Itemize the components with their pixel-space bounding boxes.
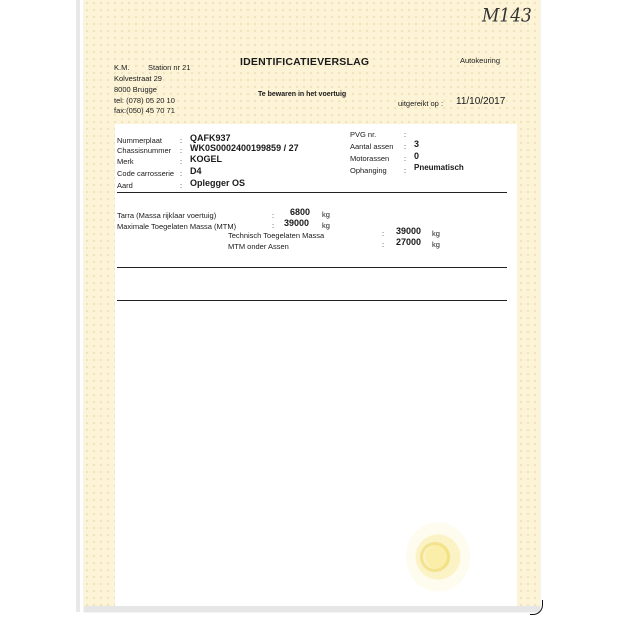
chassis-label: Chassisnummer [117, 146, 172, 155]
mtm-label: Maximale Toegelaten Massa (MTM) [117, 222, 237, 231]
page-curl-mark [530, 600, 543, 615]
mtm-unit: kg [322, 221, 330, 230]
colon: : [180, 157, 183, 166]
colon: : [382, 229, 385, 238]
plate-value: QAFK937 [190, 133, 231, 143]
suspension-label: Ophanging [350, 166, 387, 175]
colon: : [404, 142, 407, 151]
phone-number: tel: (078) 05 20 10 [114, 96, 175, 105]
technical-mass-label: Technisch Toegelaten Massa [228, 231, 325, 240]
colon: : [180, 146, 183, 155]
axles-value: 3 [414, 139, 420, 149]
separator-line [117, 192, 507, 193]
tare-value: 6800 [290, 207, 311, 217]
page-bottom-edge [84, 606, 540, 612]
type-value: Oplegger OS [190, 178, 246, 188]
axle-mass-label: MTM onder Assen [228, 242, 289, 251]
type-label: Aard [117, 181, 133, 190]
motor-axles-label: Motorassen [350, 154, 390, 163]
colon: : [404, 130, 407, 139]
separator-line [117, 300, 507, 301]
axle-mass-value: 27000 [396, 237, 422, 247]
make-value: KOGEL [190, 154, 223, 164]
mtm-value: 39000 [284, 218, 310, 228]
body-code-value: D4 [190, 166, 202, 176]
issued-date: 11/10/2017 [456, 96, 506, 107]
colon: : [404, 166, 407, 175]
chassis-value: WK0S0002400199859 / 27 [190, 143, 299, 153]
suspension-value: Pneumatisch [414, 163, 464, 172]
colon: : [272, 211, 275, 220]
document-title: IDENTIFICATIEVERSLAG [240, 56, 370, 68]
watermark-seal-ring [420, 542, 450, 572]
document-subtitle: Te bewaren in het voertuig [258, 91, 347, 98]
colon: : [180, 181, 183, 190]
motor-axles-value: 0 [414, 151, 420, 161]
colon: : [272, 221, 275, 230]
address-line-1: K.M. [114, 63, 130, 72]
make-label: Merk [117, 157, 134, 166]
separator-line [117, 267, 507, 268]
page-edge [76, 0, 80, 612]
colon: : [404, 154, 407, 163]
tare-label: Tarra (Massa rijklaar voertuig) [117, 211, 217, 220]
colon: : [180, 169, 183, 178]
handwritten-note: M143 [482, 4, 532, 27]
colon: : [180, 136, 183, 145]
address-line-3: 8000 Brugge [114, 85, 157, 94]
fax-number: fax:(050) 45 70 71 [114, 106, 175, 115]
plate-label: Nummerplaat [117, 136, 163, 145]
axles-label: Aantal assen [350, 142, 394, 151]
organisation-name: Autokeuring [460, 56, 501, 65]
pvg-label: PVG nr. [350, 130, 377, 139]
technical-mass-value: 39000 [396, 226, 422, 236]
issued-label: uitgereikt op : [398, 99, 444, 108]
station-number: Station nr 21 [148, 63, 191, 72]
address-line-2: Kolvestraat 29 [114, 74, 162, 83]
tare-unit: kg [322, 210, 330, 219]
body-code-label: Code carrosserie [117, 169, 175, 178]
colon: : [382, 240, 385, 249]
axle-mass-unit: kg [432, 240, 440, 249]
technical-mass-unit: kg [432, 229, 440, 238]
